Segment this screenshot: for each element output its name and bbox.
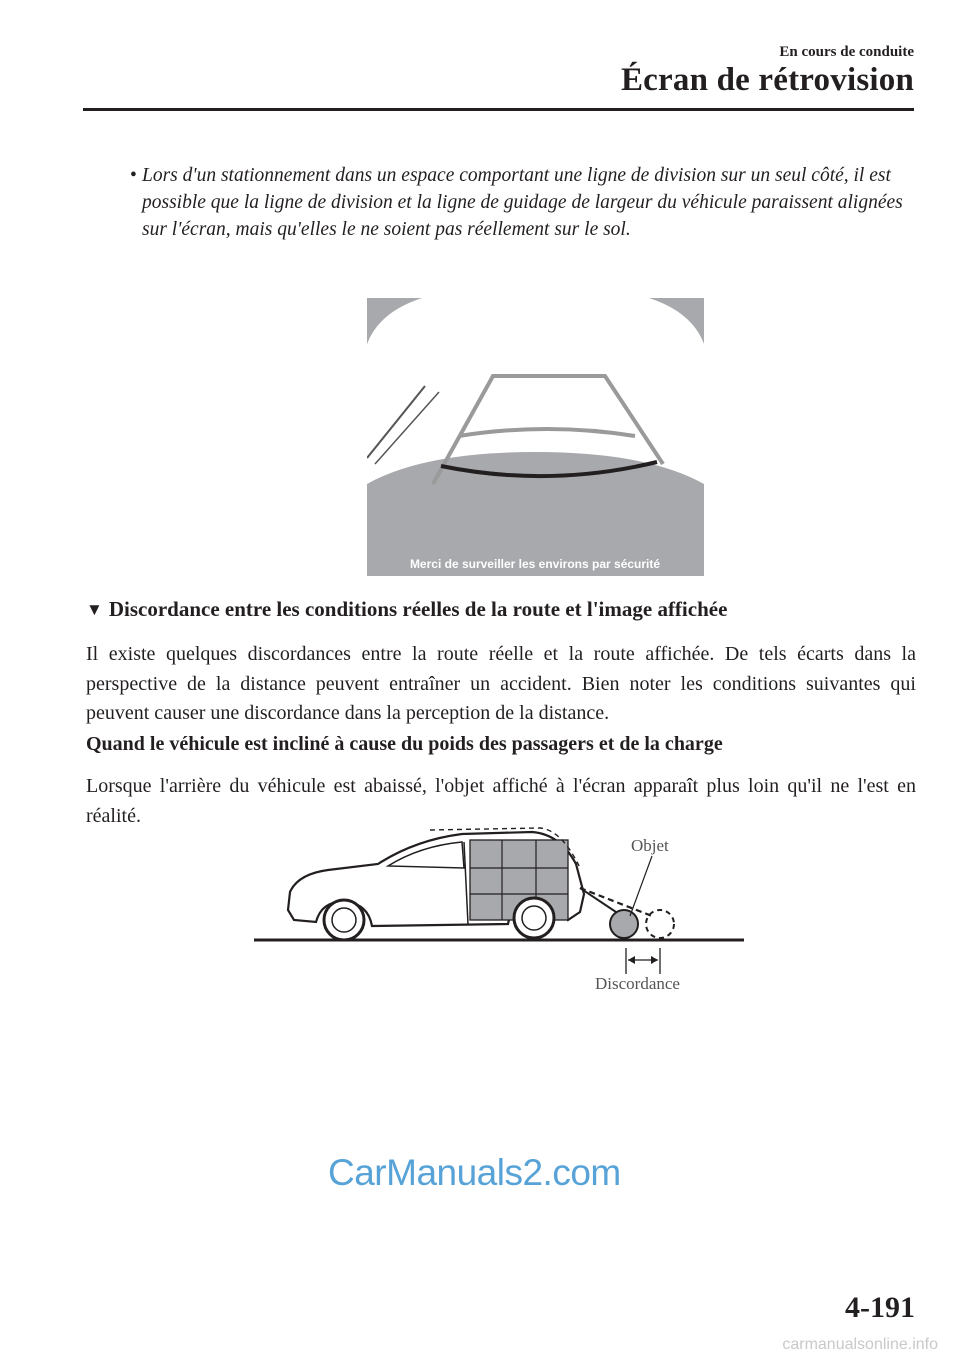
condition-heading: Quand le véhicule est incliné à cause du poids des passagers et de la charge [86,733,723,755]
front-wheel-hub [332,908,356,932]
header-divider [83,108,914,111]
page-number: 4-191 [845,1291,915,1324]
object-label-leader [630,856,652,916]
perceived-object [646,910,674,938]
section-paragraph: Il existe quelques discordances entre la route réelle et la route affichée. De tels écarts dans la perspective de la distance peuvent entraîner un accident. Bien noter les conditions suivantes qui peuvent causer une discordance dans la perception de la distance. [86,643,916,724]
footer-site-link[interactable]: carmanualsonline.info [782,1336,938,1353]
bullet-text: Lors d'un stationnement dans un espace comportant une ligne de division sur un seul côté, il est possible que la ligne de division et la ligne de guidage de largeur du véhicule paraissent alignées sur l'écran, mais qu'elles le ne soient pas réellement sur le sol. [142,165,903,240]
header-section-label: En cours de conduite [779,44,914,60]
discordance-label: Discordance [595,974,680,993]
bullet-note [130,162,922,243]
bullet-marker: • [130,165,137,186]
rear-wheel-hub [522,906,546,930]
screen-caption: Merci de surveiller les environs par sécurité [409,557,661,571]
object-label: Objet [631,836,669,855]
watermark: CarManuals2.com [328,1152,621,1193]
section-heading-text: Discordance entre les conditions réelles de la route et l'image affichée [108,597,728,621]
actual-object [610,910,638,938]
rear-camera-screen [367,298,704,576]
page-title: Écran de rétrovision [620,62,914,98]
arrowhead-left-icon [628,956,635,964]
triangle-marker-icon: ▼ [86,600,103,619]
condition-paragraph: Lorsque l'arrière du véhicule est abaissé, l'objet affiché à l'écran apparaît plus loin qu'il ne l'est en réalité. [86,775,916,827]
arrowhead-right-icon [651,956,658,964]
section-heading [86,597,926,622]
